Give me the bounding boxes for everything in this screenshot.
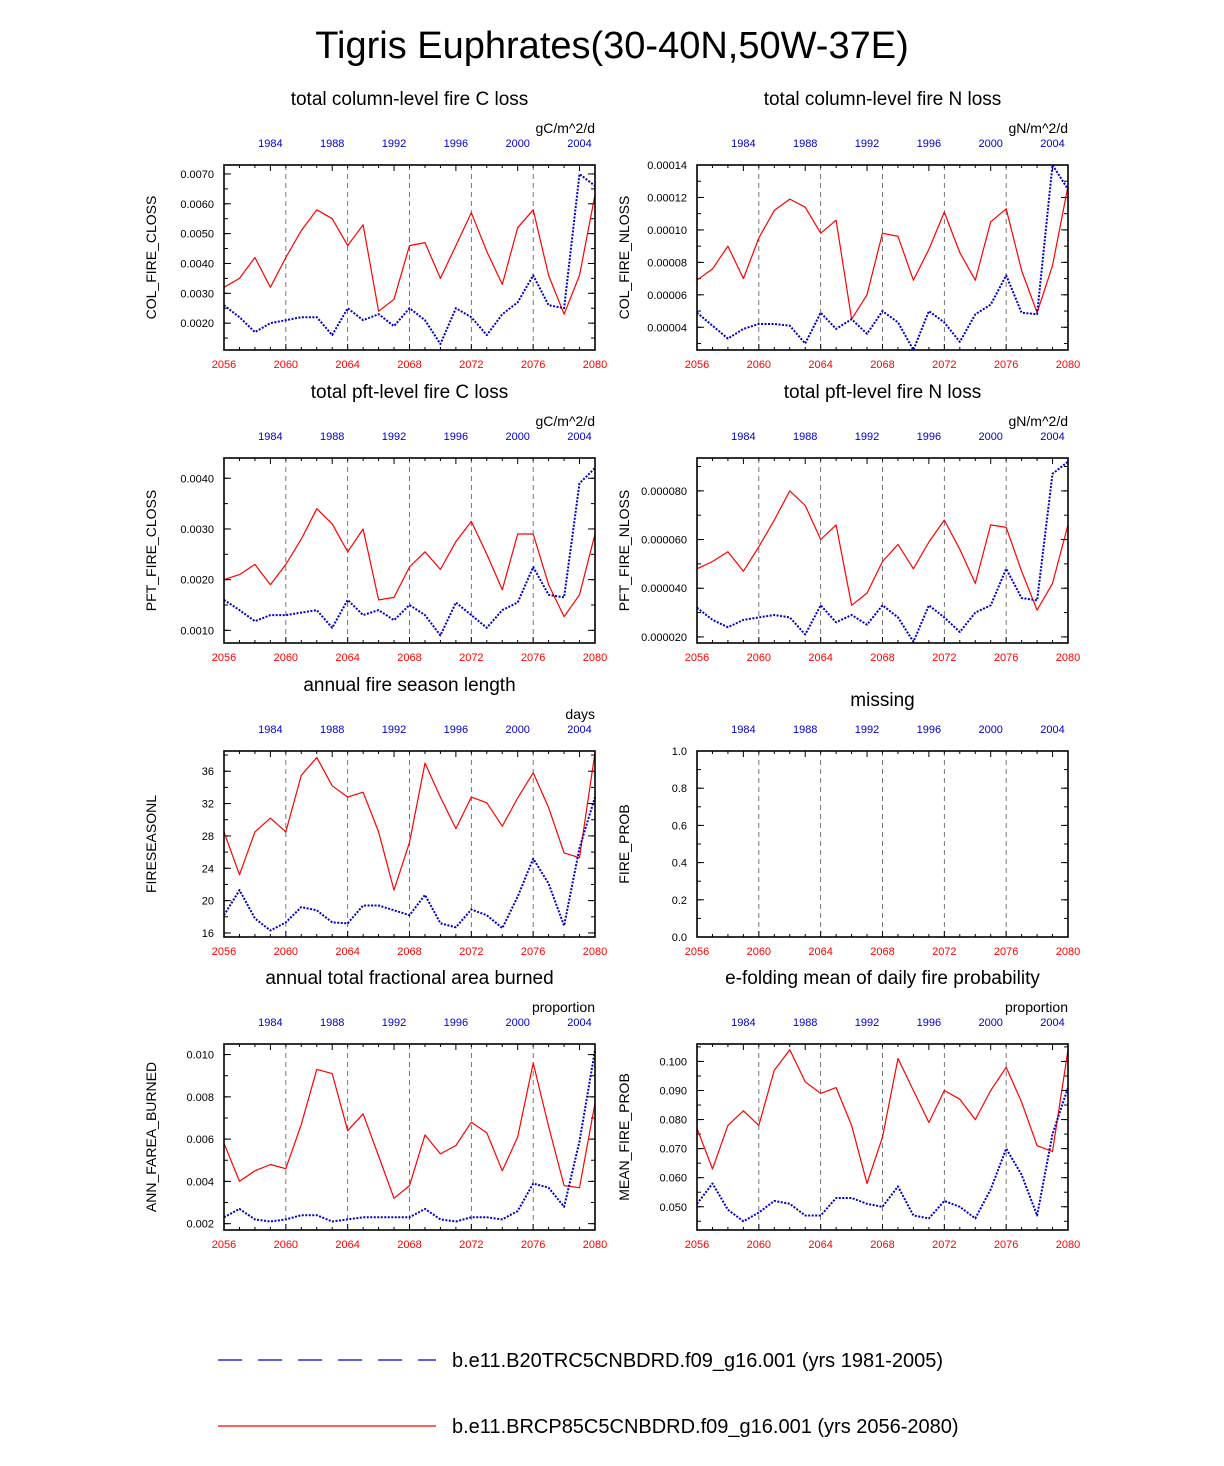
x-tick-label: 2072 (932, 946, 957, 958)
top-tick-label: 1984 (258, 138, 283, 150)
top-tick-label: 2004 (1040, 431, 1065, 443)
top-tick-label: 1996 (443, 1017, 469, 1029)
y-axis-label: ANN_FAREA_BURNED (143, 1061, 159, 1213)
x-tick-label: 2060 (746, 946, 772, 958)
x-tick-label: 2076 (993, 946, 1019, 958)
panel-title: annual fire season length (303, 675, 516, 696)
units-label: gN/m^2/d (1008, 413, 1068, 429)
top-tick-label: 1992 (854, 138, 880, 150)
x-tick-label: 2080 (582, 946, 608, 958)
y-axis-label: FIRE_PROB (616, 804, 632, 884)
units-label: days (565, 706, 595, 722)
panel-title: total pft-level fire C loss (310, 382, 509, 403)
y-tick-label: 0.00014 (647, 160, 687, 172)
x-tick-label: 2056 (684, 1239, 710, 1251)
y-tick-label: 0.0030 (180, 288, 214, 301)
x-tick-label: 2080 (1055, 359, 1081, 371)
x-tick-label: 2068 (870, 652, 895, 664)
panel-title: e-folding mean of daily fire probability (725, 968, 1040, 989)
units-label: proportion (531, 999, 595, 1015)
units-label: gN/m^2/d (1008, 120, 1068, 136)
x-tick-label: 2080 (1055, 946, 1081, 958)
y-axis-label: COL_FIRE_NLOSS (616, 195, 632, 320)
y-tick-label: 0.090 (659, 1085, 687, 1098)
x-tick-label: 2060 (273, 359, 299, 371)
top-tick-label: 1984 (731, 138, 756, 150)
x-tick-label: 2060 (273, 652, 299, 664)
x-tick-label: 2076 (520, 1239, 546, 1251)
top-tick-label: 1984 (731, 724, 756, 736)
y-tick-label: 0.00008 (647, 257, 687, 270)
x-tick-label: 2064 (335, 1239, 360, 1251)
y-tick-label: 0.0040 (180, 258, 214, 271)
y-tick-label: 28 (201, 830, 214, 843)
top-tick-label: 1992 (854, 724, 880, 736)
top-tick-label: 1992 (854, 431, 880, 443)
x-tick-label: 2056 (684, 652, 710, 664)
top-tick-label: 2000 (978, 431, 1003, 443)
y-tick-label: 0.4 (671, 857, 687, 870)
top-tick-label: 1984 (258, 431, 283, 443)
top-tick-label: 2000 (505, 431, 530, 443)
top-tick-label: 1992 (381, 1017, 407, 1029)
y-tick-label: 0.00012 (647, 192, 687, 205)
top-tick-label: 1996 (916, 1017, 942, 1029)
top-tick-label: 1996 (443, 431, 469, 443)
x-tick-label: 2056 (684, 359, 710, 371)
x-tick-label: 2064 (335, 359, 360, 371)
top-tick-label: 2000 (978, 1017, 1003, 1029)
series-line-future (697, 186, 1068, 319)
y-axis-label: COL_FIRE_CLOSS (143, 195, 159, 320)
x-tick-label: 2072 (459, 946, 484, 958)
top-tick-label: 1988 (319, 138, 345, 150)
x-tick-label: 2076 (520, 652, 546, 664)
units-label: gC/m^2/d (535, 413, 595, 429)
y-tick-label: 0.0020 (180, 318, 214, 331)
top-tick-label: 2004 (567, 431, 592, 443)
x-tick-label: 2068 (397, 946, 422, 958)
top-tick-label: 1992 (854, 1017, 880, 1029)
x-tick-label: 2056 (211, 946, 237, 958)
top-tick-label: 1984 (258, 724, 283, 736)
top-tick-label: 2004 (567, 138, 592, 150)
top-tick-label: 2004 (1040, 724, 1065, 736)
x-tick-label: 2060 (746, 359, 772, 371)
y-tick-label: 0.060 (659, 1172, 687, 1185)
chart-panel-7 (143, 968, 607, 1251)
panels (143, 89, 1080, 1251)
top-tick-label: 2004 (1040, 138, 1065, 150)
top-tick-label: 1996 (443, 138, 469, 150)
y-axis-label: PFT_FIRE_NLOSS (616, 489, 632, 612)
top-tick-label: 1984 (731, 431, 756, 443)
top-tick-label: 1988 (792, 431, 818, 443)
top-tick-label: 2000 (978, 724, 1003, 736)
y-tick-label: 1.0 (671, 746, 687, 758)
panel-title: annual total fractional area burned (265, 968, 554, 989)
y-tick-label: 0.000040 (641, 583, 687, 596)
y-tick-label: 0.0030 (180, 523, 214, 536)
x-tick-label: 2068 (397, 652, 422, 664)
x-tick-label: 2056 (211, 1239, 237, 1251)
y-tick-label: 0.2 (671, 894, 687, 907)
y-tick-label: 36 (201, 766, 214, 779)
x-tick-label: 2068 (870, 946, 895, 958)
y-axis-label: FIRESEASONL (143, 794, 159, 894)
x-tick-label: 2076 (993, 1239, 1019, 1251)
x-tick-label: 2076 (993, 652, 1019, 664)
x-tick-label: 2060 (746, 652, 772, 664)
x-tick-label: 2064 (808, 1239, 833, 1251)
top-tick-label: 2004 (567, 1017, 592, 1029)
x-tick-label: 2068 (870, 359, 895, 371)
chart-panel-5 (143, 675, 607, 958)
y-tick-label: 0.008 (186, 1091, 214, 1104)
y-axis-label: PFT_FIRE_CLOSS (143, 489, 159, 612)
x-tick-label: 2072 (459, 652, 484, 664)
y-tick-label: 0.100 (659, 1056, 687, 1069)
x-tick-label: 2068 (397, 1239, 422, 1251)
x-tick-label: 2080 (1055, 1239, 1081, 1251)
top-tick-label: 1996 (916, 724, 942, 736)
y-tick-label: 0.6 (671, 820, 687, 833)
top-tick-label: 1988 (319, 431, 345, 443)
x-tick-label: 2080 (582, 652, 608, 664)
top-tick-label: 1988 (792, 1017, 818, 1029)
top-tick-label: 1996 (916, 138, 942, 150)
x-tick-label: 2068 (870, 1239, 895, 1251)
y-tick-label: 20 (201, 895, 214, 908)
top-tick-label: 1988 (319, 1017, 345, 1029)
y-tick-label: 0.000060 (641, 534, 687, 547)
top-tick-label: 1984 (731, 1017, 756, 1029)
y-tick-label: 0.0050 (180, 228, 214, 241)
x-tick-label: 2064 (335, 946, 360, 958)
x-tick-label: 2072 (932, 652, 957, 664)
x-tick-label: 2064 (335, 652, 360, 664)
chart-panel-6 (616, 690, 1080, 958)
top-tick-label: 1992 (381, 138, 407, 150)
x-tick-label: 2076 (520, 946, 546, 958)
x-tick-label: 2076 (520, 359, 546, 371)
y-tick-label: 0.000080 (641, 485, 687, 498)
units-label: gC/m^2/d (535, 120, 595, 136)
chart-panel-4 (616, 382, 1080, 664)
top-tick-label: 1984 (258, 1017, 283, 1029)
y-tick-label: 0.00006 (647, 289, 687, 302)
x-tick-label: 2072 (932, 359, 957, 371)
x-tick-label: 2064 (808, 946, 833, 958)
y-tick-label: 16 (201, 927, 214, 940)
top-tick-label: 1996 (443, 724, 469, 736)
top-tick-label: 1988 (792, 724, 818, 736)
y-axis-label: MEAN_FIRE_PROB (616, 1073, 632, 1201)
y-tick-label: 0.0060 (180, 198, 214, 211)
chart-panel-1 (143, 89, 607, 371)
y-tick-label: 0.0 (671, 932, 687, 944)
top-tick-label: 2004 (1040, 1017, 1065, 1029)
x-tick-label: 2072 (459, 359, 484, 371)
chart-panel-2 (616, 89, 1080, 371)
x-tick-label: 2080 (582, 359, 608, 371)
y-tick-label: 32 (201, 798, 214, 811)
x-tick-label: 2056 (211, 359, 237, 371)
legend-label-historical: b.e11.B20TRC5CNBDRD.f09_g16.001 (yrs 1981-2005) (452, 1350, 944, 1372)
x-tick-label: 2056 (211, 652, 237, 664)
top-tick-label: 2004 (567, 724, 592, 736)
top-tick-label: 1992 (381, 431, 407, 443)
top-tick-label: 1996 (916, 431, 942, 443)
x-tick-label: 2060 (746, 1239, 772, 1251)
legend (218, 1350, 959, 1438)
panel-title: total column-level fire C loss (290, 89, 529, 110)
panel-title: missing (850, 690, 915, 711)
y-tick-label: 0.050 (659, 1201, 687, 1214)
x-tick-label: 2068 (397, 359, 422, 371)
legend-label-future: b.e11.BRCP85C5CNBDRD.f09_g16.001 (yrs 2056-2080) (452, 1416, 959, 1438)
top-tick-label: 2000 (978, 138, 1003, 150)
chart-panel-8 (616, 968, 1080, 1251)
panel-title: total pft-level fire N loss (783, 382, 982, 403)
x-tick-label: 2076 (993, 359, 1019, 371)
top-tick-label: 2000 (505, 1017, 530, 1029)
x-tick-label: 2080 (582, 1239, 608, 1251)
y-tick-label: 0.0070 (180, 168, 214, 181)
x-tick-label: 2064 (808, 359, 833, 371)
y-tick-label: 0.070 (659, 1143, 687, 1156)
y-tick-label: 0.010 (186, 1049, 214, 1062)
x-tick-label: 2056 (684, 946, 710, 958)
units-label: proportion (1004, 999, 1068, 1015)
top-tick-label: 2000 (505, 724, 530, 736)
x-tick-label: 2072 (932, 1239, 957, 1251)
top-tick-label: 1988 (792, 138, 818, 150)
y-tick-label: 0.00010 (647, 224, 687, 237)
top-tick-label: 2000 (505, 138, 530, 150)
x-tick-label: 2060 (273, 1239, 299, 1251)
x-tick-label: 2072 (459, 1239, 484, 1251)
y-tick-label: 0.006 (186, 1134, 214, 1147)
top-tick-label: 1988 (319, 724, 345, 736)
y-tick-label: 0.00004 (647, 322, 687, 335)
chart-panel-3 (143, 382, 607, 664)
x-tick-label: 2080 (1055, 652, 1081, 664)
y-tick-label: 0.000020 (641, 631, 687, 644)
y-tick-label: 0.0040 (180, 473, 214, 486)
y-tick-label: 0.080 (659, 1114, 687, 1127)
figure-title: Tigris Euphrates(30-40N,50W-37E) (315, 25, 909, 67)
y-tick-label: 0.8 (671, 783, 687, 796)
x-tick-label: 2060 (273, 946, 299, 958)
panel-title: total column-level fire N loss (763, 89, 1002, 110)
y-tick-label: 0.002 (186, 1218, 214, 1231)
x-tick-label: 2064 (808, 652, 833, 664)
top-tick-label: 1992 (381, 724, 407, 736)
y-tick-label: 24 (201, 863, 214, 876)
y-tick-label: 0.0010 (180, 625, 214, 638)
y-tick-label: 0.0020 (180, 574, 214, 587)
y-tick-label: 0.004 (186, 1176, 214, 1189)
